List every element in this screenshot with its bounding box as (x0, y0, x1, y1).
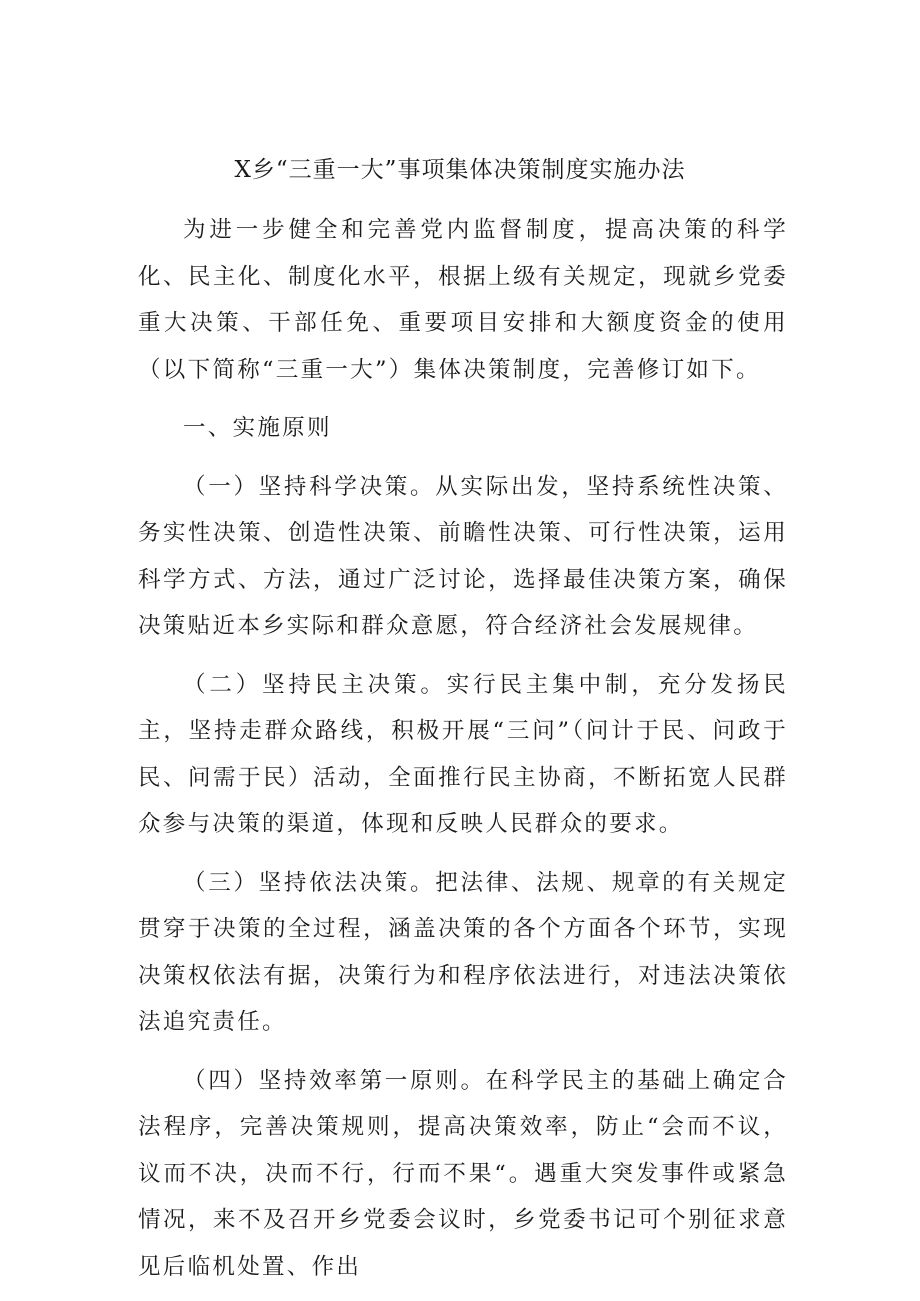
document-title: X乡“三重一大”事项集体决策制度实施办法 (234, 157, 686, 183)
paragraph-principle-3: （三）坚持依法决策。把法律、法规、规章的有关规定贯穿于决策的全过程，涵盖决策的各个方面各个环节，实现决策权依法有据，决策行为和程序依法进行，对违法决策依法追究责任。 (138, 869, 788, 1035)
section-heading-principles: 一、实施原则 (183, 415, 332, 441)
document-body (138, 207, 788, 1290)
paragraph-principle-2: （二）坚持民主决策。实行民主集中制，充分发扬民主，坚持走群众路线，积极开展“三问”（问计于民、问政于民、问需于民）活动，全面推行民主协商，不断拓宽人民群众参与决策的渠道，体现和反映人民群众的要求。 (138, 671, 788, 837)
paragraph-intro: 为进一步健全和完善党内监督制度，提高决策的科学化、民主化、制度化水平，根据上级有关规定，现就乡党委重大决策、干部任免、重要项目安排和大额度资金的使用（以下简称“三重一大”）集体决策制度，完善修订如下。 (138, 217, 788, 383)
paragraph-principle-1: （一）坚持科学决策。从实际出发，坚持系统性决策、务实性决策、创造性决策、前瞻性决策、可行性决策，运用科学方式、方法，通过广泛讨论，选择最佳决策方案，确保决策贴近本乡实际和群众意愿，符合经济社会发展规律。 (138, 473, 788, 639)
paragraph-principle-4: （四）坚持效率第一原则。在科学民主的基础上确定合法程序，完善决策规则，提高决策效率，防止“会而不议，议而不决，决而不行，行而不果“。遇重大突发事件或紧急情况，来不及召开乡党委会议时，乡党委书记可个别征求意见后临机处置、作出 (138, 1067, 788, 1280)
